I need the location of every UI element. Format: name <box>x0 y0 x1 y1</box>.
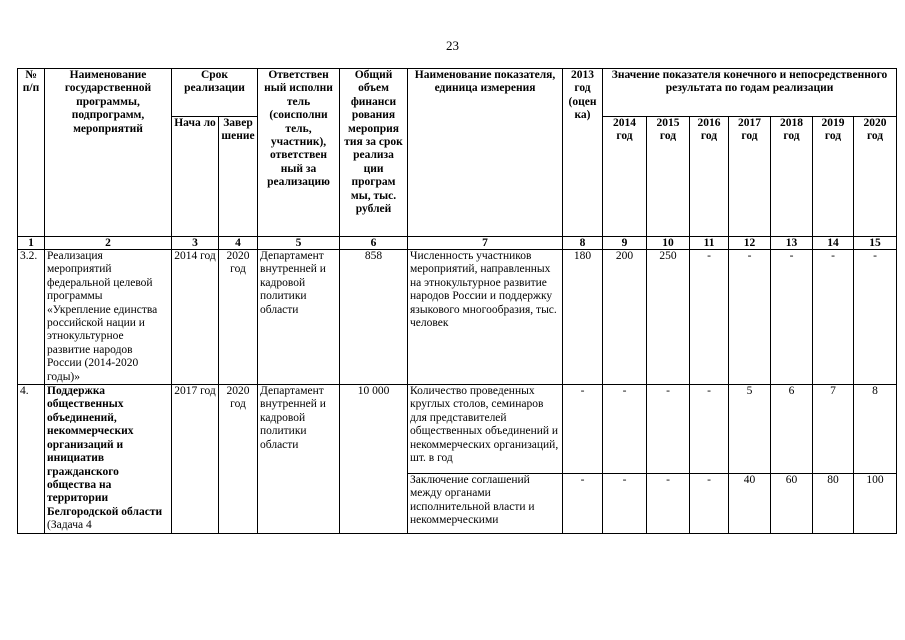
col-number: 11 <box>690 237 729 250</box>
row-value-2016: - <box>690 250 729 385</box>
col-number: 7 <box>408 237 563 250</box>
header-2013: 2013 год (оцен ка) <box>563 69 603 237</box>
row-value-2018: 6 <box>771 385 813 474</box>
col-number: 14 <box>813 237 854 250</box>
row-name: Реализация мероприятий федеральной целевой программы «Укрепление единства российской нации и этнокультурное развитие народов России (2014-2020 годы)» <box>45 250 172 385</box>
row-funding: 858 <box>340 250 408 385</box>
row-value-2020: - <box>854 250 897 385</box>
col-number: 1 <box>18 237 45 250</box>
header-year-2014: 2014 год <box>603 117 647 237</box>
header-year-2019: 2019 год <box>813 117 854 237</box>
header-year-2020: 2020 год <box>854 117 897 237</box>
row-value-2019: 7 <box>813 385 854 474</box>
row-indicator: Численность участников мероприятий, направленных на этнокультурное развитие народов России и поддержку языкового многообразия, тыс. человек <box>408 250 563 385</box>
row-end: 2020 год <box>219 385 258 533</box>
row-value-2018: - <box>771 250 813 385</box>
row-value-2013: - <box>563 385 603 474</box>
col-number: 3 <box>172 237 219 250</box>
row-funding: 10 000 <box>340 385 408 533</box>
row-value-2020: 100 <box>854 473 897 533</box>
row-name-tail: (Задача 4 <box>47 519 92 532</box>
row-value-2013: 180 <box>563 250 603 385</box>
row-indicator: Количество проведенных круглых столов, семинаров для представителей общественных объединений и некоммерческих организаций, шт. в год <box>408 385 563 474</box>
row-num: 4. <box>18 385 45 533</box>
row-value-2016: - <box>690 385 729 474</box>
col-number: 5 <box>258 237 340 250</box>
row-value-2013: - <box>563 473 603 533</box>
row-value-2015: - <box>647 473 690 533</box>
row-value-2014: - <box>603 473 647 533</box>
table-row <box>18 250 897 385</box>
row-name <box>45 385 172 533</box>
col-number: 9 <box>603 237 647 250</box>
header-name: Наименование государственной программы, подпрограмм, мероприятий <box>45 69 172 237</box>
header-year-2018: 2018 год <box>771 117 813 237</box>
header-end: Завер шение <box>219 117 258 237</box>
row-end: 2020 год <box>219 250 258 385</box>
row-num: 3.2. <box>18 250 45 385</box>
col-number: 12 <box>729 237 771 250</box>
col-number: 15 <box>854 237 897 250</box>
row-start: 2017 год <box>172 385 219 533</box>
col-number: 2 <box>45 237 172 250</box>
page-number: 23 <box>446 38 459 53</box>
row-value-2017: 40 <box>729 473 771 533</box>
header-row-1 <box>18 69 897 117</box>
row-value-2019: 80 <box>813 473 854 533</box>
header-period: Срок реализации <box>172 69 258 117</box>
row-value-2014: 200 <box>603 250 647 385</box>
row-value-2016: - <box>690 473 729 533</box>
row-value-2015: 250 <box>647 250 690 385</box>
column-numbers-row <box>18 237 897 250</box>
header-values-title: Значение показателя конечного и непосредственного результата по годам реализации <box>603 69 897 117</box>
row-start: 2014 год <box>172 250 219 385</box>
col-number: 10 <box>647 237 690 250</box>
col-number: 13 <box>771 237 813 250</box>
col-number: 6 <box>340 237 408 250</box>
row-responsible: Департамент внутренней и кадровой политики области <box>258 250 340 385</box>
col-number: 8 <box>563 237 603 250</box>
header-responsible: Ответствен ный исполни тель (соисполни тель, участник), ответствен ный за реализацию <box>258 69 340 237</box>
row-value-2020: 8 <box>854 385 897 474</box>
row-name-text: Поддержка общественных объединений, некоммерческих организаций и инициатив гражданского общества на территории Белгородской области <box>47 385 163 518</box>
table-row <box>18 385 897 474</box>
row-value-2014: - <box>603 385 647 474</box>
header-year-2015: 2015 год <box>647 117 690 237</box>
row-value-2015: - <box>647 385 690 474</box>
row-value-2017: 5 <box>729 385 771 474</box>
header-num: № п/п <box>18 69 45 237</box>
row-indicator: Заключение соглашений между органами исполнительной власти и некоммерческими <box>408 473 563 533</box>
header-indicator: Наименование показателя, единица измерения <box>408 69 563 237</box>
row-value-2018: 60 <box>771 473 813 533</box>
header-year-2016: 2016 год <box>690 117 729 237</box>
row-value-2019: - <box>813 250 854 385</box>
header-start: Нача ло <box>172 117 219 237</box>
header-year-2017: 2017 год <box>729 117 771 237</box>
col-number: 4 <box>219 237 258 250</box>
row-value-2017: - <box>729 250 771 385</box>
row-responsible: Департамент внутренней и кадровой политики области <box>258 385 340 533</box>
header-funding: Общий объем финанси рования мероприя тия за срок реализа ции програм мы, тыс. рублей <box>340 69 408 237</box>
program-table <box>17 68 897 534</box>
